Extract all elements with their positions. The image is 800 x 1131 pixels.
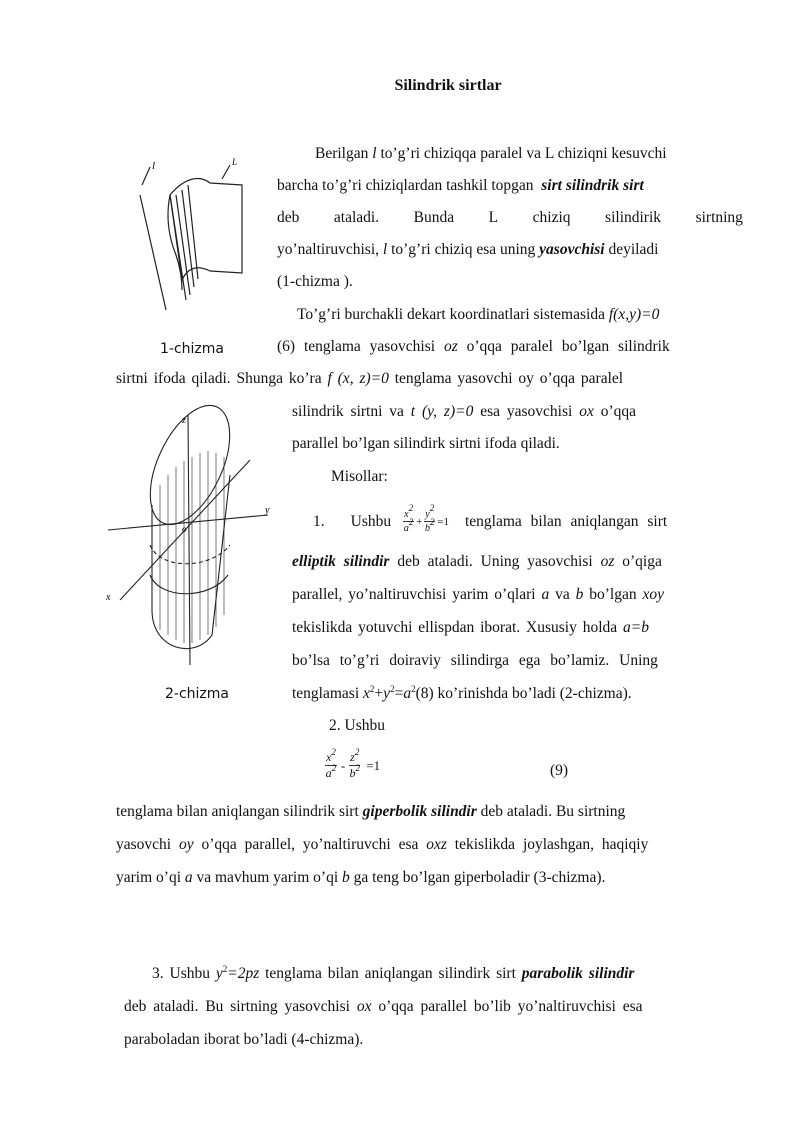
figure-2-caption: 2-chizma bbox=[165, 686, 229, 702]
figure-1-caption: 1-chizma bbox=[160, 341, 224, 357]
misollar-heading: Misollar: bbox=[331, 468, 388, 485]
figure-1-cylinder-sketch bbox=[130, 155, 270, 315]
figure-2-elliptic-cylinder bbox=[100, 395, 280, 675]
item2-line1: tenglama bilan aniqlangan silindrik sirt giperbolik silindir deb ataladi. Bu sirtning bbox=[116, 803, 626, 820]
hyperbola-equation: $\frac{x^2}{a^2}$ - $\frac{z^2}{b^2}$ =1 bbox=[325, 747, 381, 780]
fig2-label-z: z bbox=[182, 415, 186, 426]
para1-line2: barcha to’g’ri chiziqlardan tashkil topgan sirt silindrik sirt bbox=[277, 177, 644, 194]
item3-line2: deb ataladi. Bu sirtning yasovchisi ox o’qqa parallel bo’lib yo’naltiruvchisi esa bbox=[124, 998, 643, 1015]
item1-line1: 1. Ushbu $\frac{x^2}{a^2}$ + $\frac{y^2}{b^2}$ =1 tenglama bilan aniqlangan sirt bbox=[313, 503, 668, 534]
para1-line1: Berilgan l to’g’ri chiziqqa paralel va L chiziqni kesuvchi bbox=[315, 145, 667, 162]
para2-line4: silindrik sirtni va t (y, z)=0 esa yasovchisi ox o’qqa bbox=[292, 403, 636, 420]
fig2-label-x: x bbox=[106, 592, 111, 603]
para1-line5: (1-chizma ). bbox=[277, 273, 353, 290]
equation-number-9: (9) bbox=[550, 762, 569, 779]
item2-line3: yarim o’qi a va mavhum yarim o’qi b ga teng bo’lgan giperboladir (3-chizma). bbox=[116, 869, 606, 886]
para2-line1: To’g’ri burchakli dekart koordinatlari sistemasida f(x,y)=0 bbox=[297, 306, 660, 323]
para2-line5: parallel bo’lgan silindirk sirtni ifoda qiladi. bbox=[292, 435, 560, 452]
ellipse-equation: $\frac{x^2}{a^2}$ + $\frac{y^2}{b^2}$ =1 bbox=[403, 503, 449, 534]
fig1-label-L: L bbox=[232, 157, 238, 167]
fig2-label-o: o bbox=[182, 524, 187, 534]
fig2-label-y: y bbox=[265, 505, 270, 516]
para1-line4: yo’naltiruvchisi, l to’g’ri chiziq esa uning yasovchisi deyiladi bbox=[277, 241, 659, 258]
fig1-label-l: l bbox=[152, 160, 156, 172]
item2-line2: yasovchi oy o’qqa parallel, yo’naltiruvchi esa oxz tekislikda joylashgan, haqiqiy bbox=[116, 836, 649, 853]
para2-line2: (6) tenglama yasovchisi oz o’qqa paralel bo’lgan silindrik bbox=[277, 338, 670, 355]
para1-line3: deb ataladi. Bunda L chiziq silindirik sirtning bbox=[277, 209, 743, 226]
item3-line3: paraboladan iborat bo’ladi (4-chizma). bbox=[124, 1031, 364, 1048]
item1-line3: parallel, yo’naltiruvchisi yarim o’qlari a va b bo’lgan xoy bbox=[292, 586, 664, 603]
item1-line6: tenglamasi $x^2+y^2=a^2(8)$ ko’rinishda bo’ladi (2-chizma). bbox=[292, 684, 632, 702]
para2-line3: sirtni ifoda qiladi. Shunga ko’ra f (x, z)=0 tenglama yasovchi oy o’qqa paralel bbox=[116, 370, 624, 387]
item1-line4: tekislikda yotuvchi ellispdan iborat. Xususiy holda a=b bbox=[292, 619, 649, 636]
item3-line1: 3. Ushbu $y^2=2pz$ tenglama bilan aniqlangan silindirk sirt parabolik silindir bbox=[152, 964, 635, 982]
page-title: Silindrik sirtlar bbox=[394, 77, 502, 94]
item1-line5: bo’lsa to’g’ri doiraviy silindirga ega bo’lamiz. Uning bbox=[292, 652, 658, 669]
item2-heading: 2. Ushbu bbox=[329, 717, 385, 734]
item1-line2: elliptik silindir deb ataladi. Uning yasovchisi oz o’qiga bbox=[292, 553, 662, 570]
